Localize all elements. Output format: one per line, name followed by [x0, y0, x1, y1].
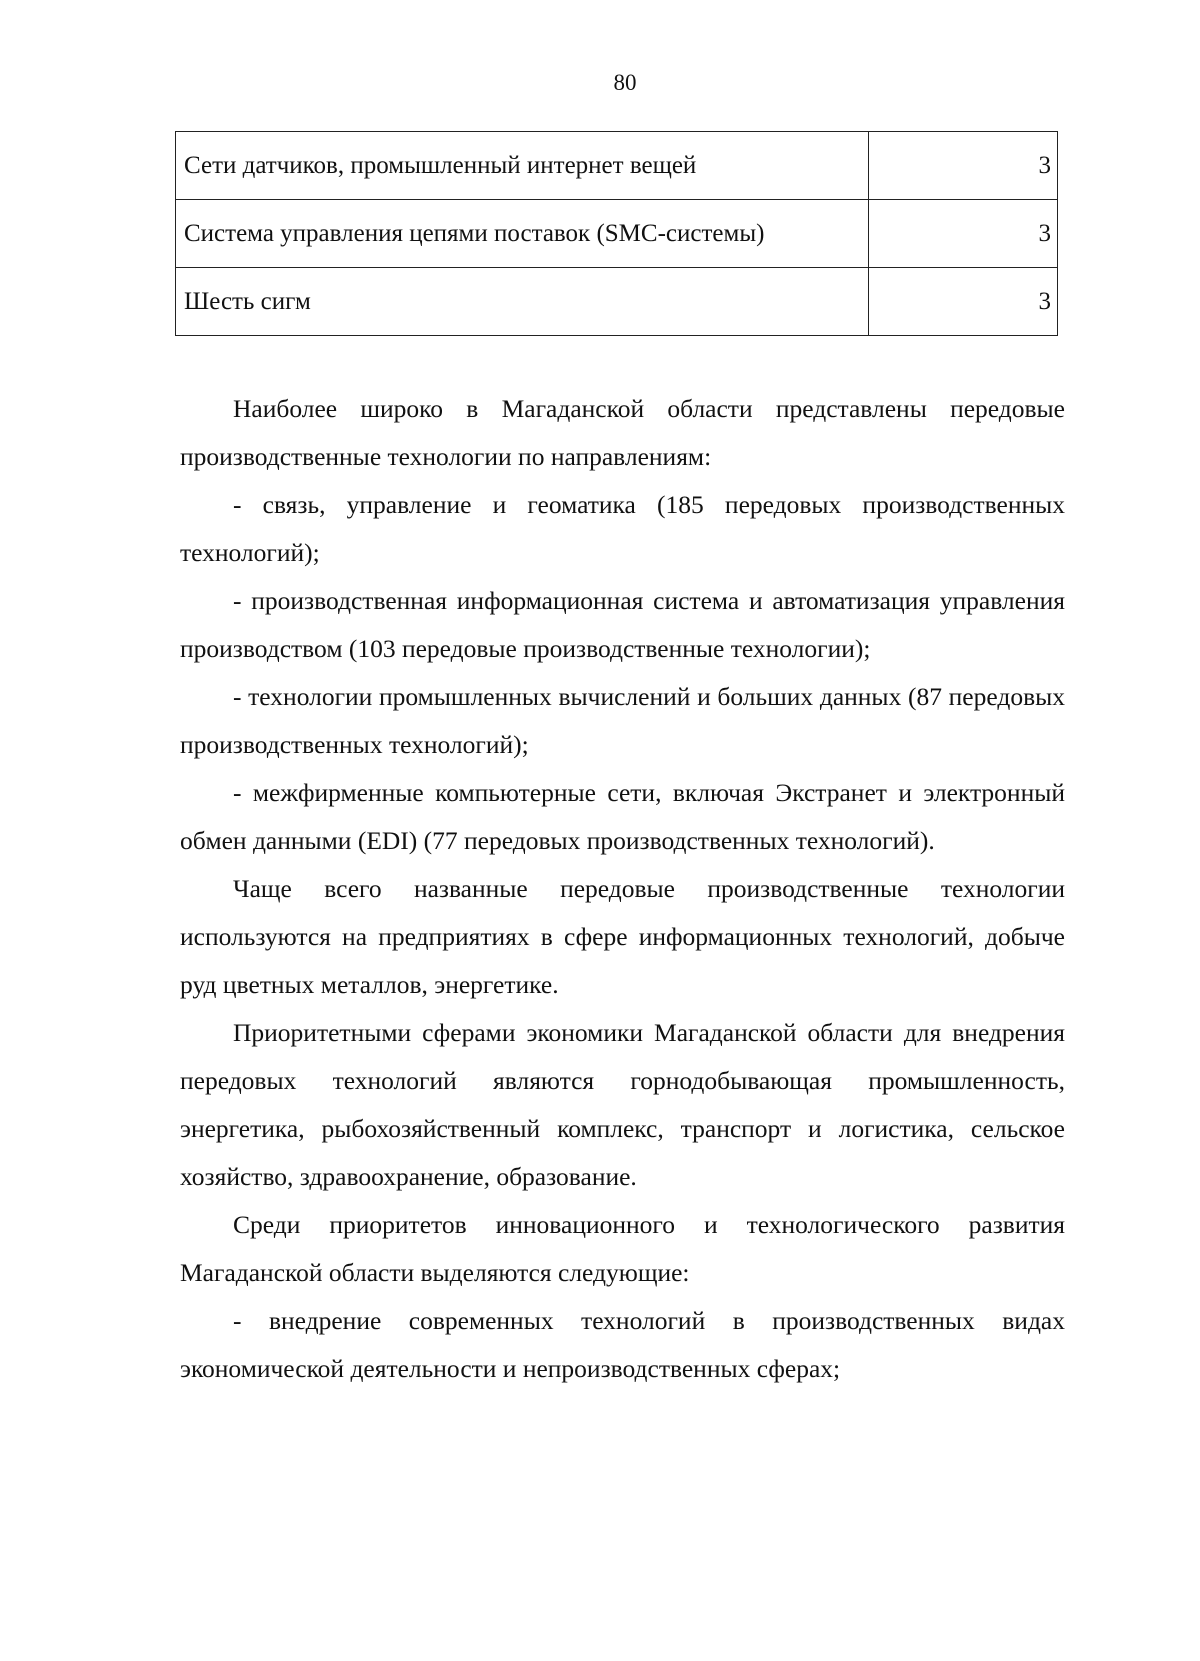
technology-table: [175, 131, 1058, 336]
paragraph: Приоритетными сферами экономики Магаданской области для внедрения передовых технологий являются горнодобывающая промышленность, энергетика, рыбохозяйственный комплекс, транспорт и логистика, сельское хозяйство, здравоохранение, образование.: [180, 1018, 1065, 1191]
technology-value-cell: 3: [869, 200, 1058, 268]
technology-name-cell: Сети датчиков, промышленный интернет вещей: [176, 132, 869, 200]
table-row: [176, 200, 1058, 268]
technology-value-cell: 3: [869, 268, 1058, 336]
list-item: - технологии промышленных вычислений и больших данных (87 передовых производственных технологий);: [180, 682, 1065, 759]
paragraph: Чаще всего названные передовые производственные технологии используются на предприятиях в сфере информационных технологий, добыче руд цветных металлов, энергетике.: [180, 874, 1065, 999]
list-item: - межфирменные компьютерные сети, включая Экстранет и электронный обмен данными (EDI) (77 передовых производственных технологий).: [180, 778, 1065, 855]
list-item: - связь, управление и геоматика (185 передовых производственных технологий);: [180, 490, 1065, 567]
page-number: 80: [613, 70, 637, 95]
table-row: [176, 268, 1058, 336]
body-text: [180, 385, 1065, 1393]
paragraph: Наиболее широко в Магаданской области представлены передовые производственные технологии по направлениям:: [180, 394, 1065, 471]
list-item: - производственная информационная система и автоматизация управления производством (103 передовые производственные технологии);: [180, 586, 1065, 663]
technology-value-cell: 3: [869, 132, 1058, 200]
list-item: - внедрение современных технологий в производственных видах экономической деятельности и непроизводственных сферах;: [180, 1306, 1065, 1383]
table-row: [176, 132, 1058, 200]
technology-name-cell: Система управления цепями поставок (SMC-системы): [176, 200, 869, 268]
paragraph: Среди приоритетов инновационного и технологического развития Магаданской области выделяются следующие:: [180, 1210, 1065, 1287]
technology-name-cell: Шесть сигм: [176, 268, 869, 336]
